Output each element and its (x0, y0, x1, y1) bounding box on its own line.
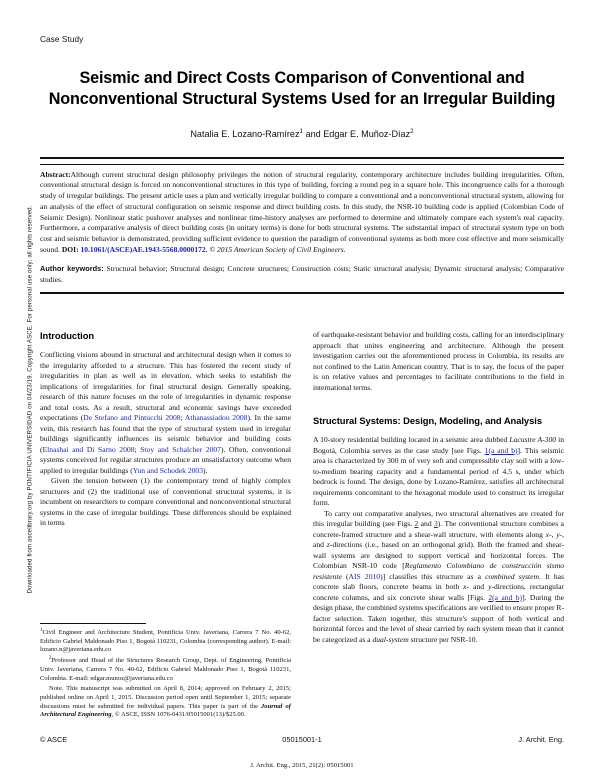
sp2-text-c: ). The conventional structure combines a concrete-framed structure and a shear-wall structure, with elements along (313, 519, 564, 539)
footnote-2-marker: 2 (49, 656, 52, 662)
sp2-text-i: . It has concrete slab floors, concrete beams in both (313, 571, 564, 592)
author-keywords (40, 264, 564, 285)
code-title-italic: Reglamento Colombiano de construcción sismo resistente (313, 561, 565, 581)
term-combined-system: combined system (485, 571, 540, 581)
abstract-copyright: © 2015 American Society of Civil Engineers. (207, 244, 346, 254)
doi-label: DOI: (61, 244, 79, 254)
footer-journal-abbrev: J. Archit. Eng. (518, 735, 564, 744)
intro-text-c: ). In the same vein, this research has found that the type of structural system used in irregular buildings significantly influences its seismic behavior and building costs ( (40, 413, 292, 454)
sp2-text-m: structure per NSR-10. (408, 634, 478, 644)
section-heading-structural-systems: Structural Systems: Design, Modeling, and Analysis (313, 415, 542, 427)
footnote-divider (40, 623, 146, 624)
page-title: Seismic and Direct Costs Comparison of Conventional and Nonconventional Structural Systems Used for an Irregular Building (48, 69, 556, 109)
intro-text-b: ; (180, 413, 185, 423)
citation-athanassiadou[interactable]: Athanassiadou 2008 (184, 413, 248, 423)
footnote-1 (40, 628, 291, 655)
figure-ref-2[interactable]: 2 (414, 519, 419, 529)
abstract-block (40, 157, 564, 294)
footnote-1-marker: 1 (40, 627, 43, 633)
body-columns (40, 330, 564, 720)
axis-x-1: x- (545, 529, 552, 539)
intro-text-f: ). (203, 465, 208, 475)
building-name: Lacustre A-300 (509, 435, 557, 445)
bottom-citation: J. Archit. Eng., 2015, 21(2): 05015001 (250, 762, 354, 769)
sp2-text-d: , (551, 529, 557, 539)
figure-ref-3[interactable]: 3 (433, 519, 438, 529)
sp2-text-h: )] classifies this structure as a (380, 571, 486, 581)
author-keywords-value: Structural behavior; Structural design; Concrete structures; Construction costs; Static structural analysis; Dynamic structural analysis; Comparative studies. (40, 264, 565, 285)
footnote-1-text: Civil Engineer and Architecture Student, Pontificia Univ. Javeriana, Carrera 7 No. 40-62, Edificio Gabriel Maldonado Piso 1, Bogotá 110231, Colombia (corresponding author). E-mail: lozano.n@javeriana.edu.co (40, 628, 291, 654)
intro-paragraph-2: Given the tension between (1) the contemporary trend of highly complex structures and (2) the traditional use of conventional structural systems, it is incumbent on researchers to compare conventional and nonconventional structural systems in the case of irregular buildings. These differences should be explained in terms (40, 476, 291, 528)
citation-yun-schodek[interactable]: Yun and Schodek 2003 (132, 465, 204, 475)
sp2-text-l: ]. During the design phase, the combined systems specifications are verified to ensure proper R-factor selection. Taken together, this structure's support of both vertical and horizontal forces and the level of shear carried by each system mean that it cannot be categorized as a (313, 592, 565, 644)
structural-paragraph-1 (313, 435, 564, 509)
intro-paragraph-1 (40, 350, 291, 476)
footnote-note-b: , © ASCE, ISSN 1076-0431/05015001(13)/$25.00. (111, 711, 246, 719)
doi-link[interactable]: 10.1061/(ASCE)AE.1943-5568.0000172. (80, 244, 208, 254)
intro-text-a: Conflicting visions abound in structural and architectural design when it comes to the irregularity afforded to a structure. This has fostered the recent study of irregularities in plan as well as in elevation, which seeks to establish the implications of irregularities for final structural design. Generally speaking, research of this nature focuses on the role of irregularities in dynamic response and total costs. As a result, structural and economic savings have exceeded expectations ( (40, 350, 291, 423)
author-2-affiliation-marker: 2 (410, 127, 414, 135)
footnote-note-a: Note. This manuscript was submitted on April 8, 2014; approved on February 2, 2015; published online on April 1, 2015. Discussion period open until September 1, 2015; separate discussions must be submitted for individual papers. This paper is part of the (40, 685, 291, 710)
sp2-text-k: directions, rectangular concrete columns, and six concrete shear walls [Figs. (313, 582, 564, 602)
left-column (40, 330, 291, 720)
sp1-text-c: ]. This seismic area is characterized by 300 m of very soft and compressible clay soil with a low-to-medium bearing capacity and a fundamental period of 4.5 s, under which bedrock is found. The design, done by Lozano-Ramírez, satisfies all architectural requirements concomitant to the hexagonal module used to construct its irregular form. (313, 445, 564, 508)
sp2-text-f: directions (i.e., based on an orthogonal grid). Both the framed and shear-wall systems are designed to support vertical and horizontal forces. The Colombian NSR-10 code [ (313, 540, 564, 571)
footnote-2-text: Professor and Head of the Structures Research Group, Dept. of Engineering, Pontificia Univ. Javeriana, Carrera 7 No. 40-62, Edificio Gabriel Maldonado Piso 1, Bogotá 110231, Colombia. E-mail: edgar.munoz@javeriana.edu.co (40, 657, 291, 682)
axis-y-2: y- (488, 582, 494, 592)
section-heading-introduction: Introduction (40, 330, 95, 341)
sp1-text-a: A 10-story residential building located in a seismic area dubbed (313, 435, 510, 445)
intro-text-e: ). Often, conventional systems conceived for regular structures produce an unsatisfactory outcome when applied to irregular buildings ( (40, 444, 291, 475)
author-1-name: Natalia E. Lozano-Ramírez (190, 128, 300, 139)
citation-de-stefano[interactable]: De Stefano and Pintucchi 2008 (83, 413, 181, 423)
footnote-note (40, 685, 291, 720)
sp2-text-a: To carry out comparative analyses, two structural alternatives are created for this irregular building (see Figs. (313, 508, 564, 529)
column-spacer (313, 393, 564, 415)
author-keywords-label: Author keywords: (40, 264, 104, 274)
footer-publisher: © ASCE (40, 735, 68, 744)
axis-x-2: x- (463, 582, 470, 592)
download-watermark-text: Downloaded from ascelibrary.org by PONTIFICIA UNIVERSIDAD on 04/23/19. Copyright ASCE. For personal use only; all rights reserved. (26, 205, 34, 594)
abstract-paragraph (40, 170, 564, 256)
citation-ais-2010[interactable]: AIS 2010 (348, 571, 381, 581)
sp2-text-b: and (418, 519, 434, 529)
intro-continuation-paragraph: of earthquake-resistant behavior and building costs, calling for an interdisciplinary approach that unites engineering and architecture. Although the present investigation carries out the aforementioned process in Colombia, its results are not confined to the Latin American country. That is to say, the focus of the paper is on relative values and percentages to facilitate contributions to the field in international terms. (313, 330, 564, 392)
sp1-text-b: in Bogotá, Colombia serves as the case study [see Figs. (313, 435, 564, 455)
page-content (40, 0, 564, 776)
abstract-body: Although current structural design philosophy privileges the notion of structural regularity, contemporary architecture includes building irregularities. Often, conventional structural design is forced on nonconventional structures in this type of building, forcing a round peg in a square hole. This incongruence calls for a thorough study of irregular buildings. The present article uses a plan and vertically irregular building to compare a conventional and a nonconventional structural system, allowing for an analysis of the effect of structural configuration on seismic response and direct building costs. In this study, the NSR-10 building code is applied (Colombian Code of Seismic Design). Nonlinear static pushover analyses and nonlinear time-history analyses are performed to determine and ultimately compare each system's real capacity. Furthermore, a comparative analysis of direct building costs (in unitary terms) is done for both structural systems. The substantial impact of structural system type on both cost and seismic behavior is demonstrated, providing sufficient evidence to question the paradigm of conventional systems as both more cost effective and more seismically sound. (40, 169, 564, 254)
figure-ref-1ab[interactable]: 1(a and b) (484, 445, 518, 455)
author-list (40, 128, 564, 139)
axis-z-1: z- (326, 540, 333, 550)
abstract-top-divider (40, 164, 564, 165)
structural-paragraph-2 (313, 509, 564, 646)
author-conjunction: and Edgar E. Muñoz-Díaz (303, 128, 411, 139)
intro-text-d: ; (134, 444, 141, 454)
sp2-text-j: and (469, 582, 489, 592)
footer-article-number: 05015001-1 (282, 735, 322, 744)
citation-elnashai[interactable]: Elnashai and Di Sarno 2008 (42, 444, 135, 454)
download-watermark (0, 0, 34, 776)
citation-stoy-schalcher[interactable]: Stoy and Schalcher 2007 (140, 444, 221, 454)
figure-ref-2ab[interactable]: 2(a and b) (488, 592, 523, 602)
article-type-label: Case Study (40, 35, 84, 44)
footnotes-block (40, 623, 291, 720)
sp2-text-e: , and (313, 529, 564, 550)
sp2-text-g: ( (341, 571, 349, 581)
term-dual-system: dual-system (372, 634, 409, 644)
axis-y-1: y- (556, 529, 563, 539)
abstract-label: Abstract: (40, 169, 71, 179)
author-1-affiliation-marker: 1 (299, 127, 303, 135)
footnote-2 (40, 656, 291, 683)
footnote-journal-name: Journal of Architectural Engineering (40, 702, 291, 719)
right-column (313, 330, 564, 720)
